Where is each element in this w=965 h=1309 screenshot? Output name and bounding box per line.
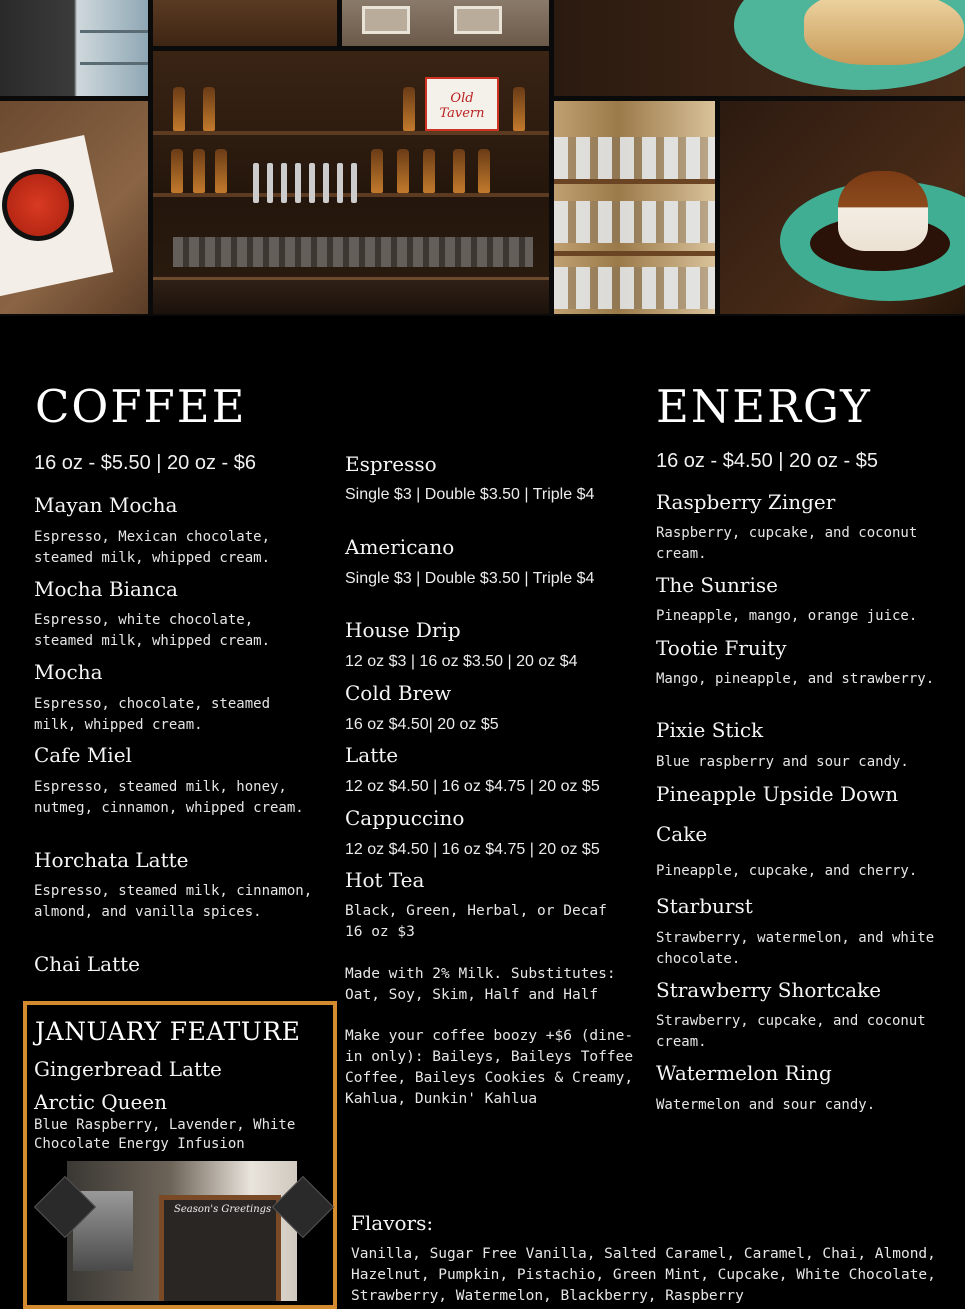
glassware-photo [554, 101, 715, 314]
feature-item-name: Arctic Queen [34, 1090, 168, 1114]
pastry-photo [554, 0, 965, 96]
dessert-photo [720, 101, 965, 314]
espresso-item-name: House Drip [345, 618, 461, 642]
energy-item-desc: Raspberry, cupcake, and coconut cream. [656, 525, 918, 562]
energy-item-name: Watermelon Ring [656, 1061, 832, 1085]
espresso-item-price: 12 oz $4.50 | 16 oz $4.75 | 20 oz $5 [345, 841, 600, 858]
feature-photo [67, 1161, 297, 1301]
coffee-item-name: Chai Latte [34, 952, 140, 976]
energy-title: ENERGY [656, 380, 872, 433]
feature-title: JANUARY FEATURE [35, 1017, 301, 1046]
coffee-item-desc: Espresso, steamed milk, honey, nutmeg, cinnamon, whipped cream. [34, 779, 304, 816]
coffee-price-header: 16 oz - $5.50 | 20 oz - $6 [34, 452, 257, 474]
energy-item-desc: Blue raspberry and sour candy. [656, 754, 909, 770]
fridge-photo [0, 0, 148, 96]
wall-frames-photo [342, 0, 549, 46]
espresso-item-name: Espresso [345, 452, 437, 476]
coffee-item-desc: Espresso, chocolate, steamed milk, whipped cream. [34, 696, 271, 733]
salsa-photo [0, 101, 148, 314]
energy-item-desc: Strawberry, watermelon, and white chocolate. [656, 930, 935, 967]
coffee-item-name: Mocha [34, 660, 103, 684]
energy-item-name: Strawberry Shortcake [656, 978, 882, 1002]
coffee-item-name: Horchata Latte [34, 848, 189, 872]
flavors-title: Flavors: [351, 1211, 434, 1235]
tavern-sign: Old Tavern [425, 77, 499, 131]
espresso-item-price: Single $3 | Double $3.50 | Triple $4 [345, 570, 595, 587]
coffee-item-name: Cafe Miel [34, 743, 132, 767]
energy-item-name: Raspberry Zinger [656, 490, 836, 514]
espresso-item-name: Hot Tea [345, 868, 425, 892]
energy-item-desc: Watermelon and sour candy. [656, 1097, 876, 1113]
energy-item-name: Tootie Fruity [656, 636, 787, 660]
flavors-list: Vanilla, Sugar Free Vanilla, Salted Caramel, Caramel, Chai, Almond, Hazelnut, Pumpkin, Pistachio, Green Mint, Cupcake, White Chocolate, Strawberry, Watermelon, Blackberry, Raspberry [351, 1246, 936, 1304]
energy-item-desc: Pineapple, mango, orange juice. [656, 608, 918, 624]
wall-photo [153, 0, 337, 46]
energy-item-name: The Sunrise [656, 573, 778, 597]
coffee-item-desc: Espresso, steamed milk, cinnamon, almond, and vanilla spices. [34, 883, 313, 920]
espresso-item-name: Americano [345, 535, 455, 559]
coffee-item-name: Mayan Mocha [34, 493, 178, 517]
espresso-item-name: Cold Brew [345, 681, 452, 705]
photo-collage [0, 0, 965, 316]
milk-note: Made with 2% Milk. Substitutes: Oat, Soy, Skim, Half and Half [345, 966, 616, 1003]
espresso-item-price: 16 oz $4.50| 20 oz $5 [345, 716, 499, 733]
energy-price-header: 16 oz - $4.50 | 20 oz - $5 [656, 450, 879, 472]
espresso-item-price: Black, Green, Herbal, or Decaf 16 oz $3 [345, 903, 607, 940]
espresso-item-name: Latte [345, 743, 399, 767]
espresso-item-name: Cappuccino [345, 806, 465, 830]
energy-item-name: Pineapple Upside Down [656, 782, 899, 806]
coffee-item-desc: Espresso, white chocolate, steamed milk, whipped cream. [34, 612, 271, 649]
energy-item-name: Pixie Stick [656, 718, 764, 742]
coffee-item-name: Mocha Bianca [34, 577, 178, 601]
feature-item-desc: Blue Raspberry, Lavender, White Chocolate Energy Infusion [34, 1117, 296, 1152]
energy-item-name-cont: Cake [656, 822, 708, 846]
boozy-note: Make your coffee boozy +$6 (dine-in only): Baileys, Baileys Toffee Coffee, Baileys Cookies & Creamy, Kahlua, Dunkin' Kahlua [345, 1028, 634, 1107]
energy-item-desc: Mango, pineapple, and strawberry. [656, 671, 935, 687]
coffee-title: COFFEE [35, 380, 247, 433]
energy-item-desc: Strawberry, cupcake, and coconut cream. [656, 1013, 926, 1050]
energy-item-desc: Pineapple, cupcake, and cherry. [656, 863, 918, 879]
energy-item-name: Starburst [656, 894, 753, 918]
coffee-item-desc: Espresso, Mexican chocolate, steamed milk, whipped cream. [34, 529, 271, 566]
january-feature-box [23, 1001, 337, 1309]
bar-photo [153, 51, 549, 314]
feature-item-name: Gingerbread Latte [34, 1057, 222, 1081]
chalkboard-sign: Season's Greetings [159, 1195, 281, 1301]
espresso-item-price: 12 oz $4.50 | 16 oz $4.75 | 20 oz $5 [345, 778, 600, 795]
espresso-item-price: Single $3 | Double $3.50 | Triple $4 [345, 486, 595, 503]
espresso-item-price: 12 oz $3 | 16 oz $3.50 | 20 oz $4 [345, 653, 578, 670]
